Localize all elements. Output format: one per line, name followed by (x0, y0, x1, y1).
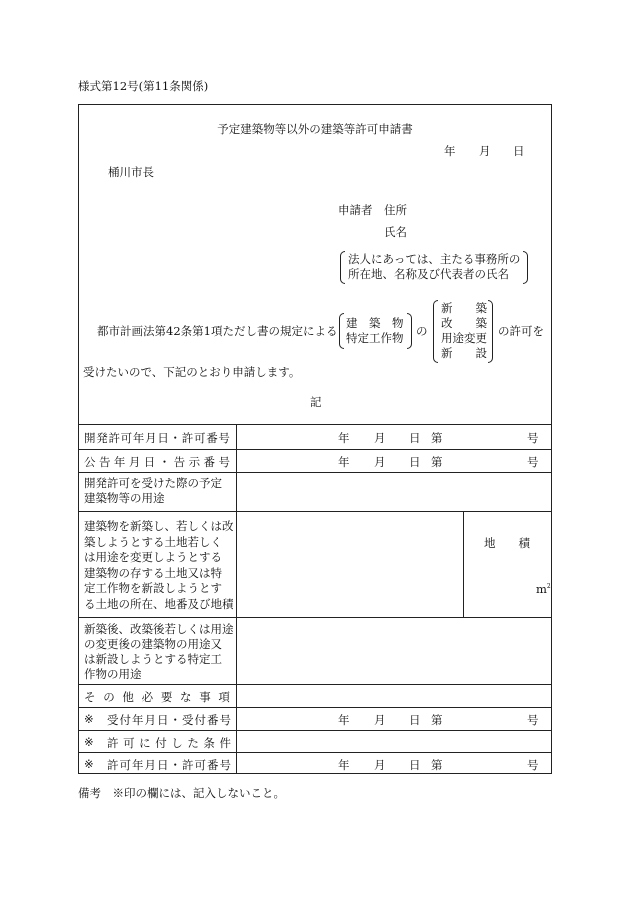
asterisk-mark: ※ (84, 712, 94, 726)
body-line2: 受けたいので、下記のとおり申請します。 (83, 365, 301, 379)
label-char: 号 (218, 431, 230, 445)
asterisk-mark: ※ (84, 735, 94, 749)
bracket-left (340, 251, 345, 284)
label-char: 年 (132, 713, 144, 727)
value-year: 年 (338, 713, 350, 727)
applicant-label: 申請者 (338, 203, 373, 217)
label-char: 付 (194, 713, 206, 727)
label-char: 要 (160, 690, 173, 704)
value-day: 日 (409, 713, 421, 727)
label-char: ・ (169, 713, 181, 727)
label-char: 開 (84, 431, 96, 445)
label-char: 公 (84, 455, 96, 469)
label-char: の (103, 690, 115, 704)
asterisk-mark: ※ (84, 757, 94, 771)
value-go: 号 (527, 713, 539, 727)
ki-mark: 記 (310, 395, 322, 409)
date-month: 月 (479, 144, 491, 158)
label-char: 許 (107, 758, 119, 772)
label-char: 許 (108, 431, 120, 445)
value-go: 号 (527, 455, 539, 469)
value-go: 号 (527, 758, 539, 772)
label-char: ・ (169, 431, 182, 445)
body-suffix: の許可を (498, 324, 544, 338)
label-char: 受 (107, 713, 119, 727)
label-char: 番 (206, 431, 218, 445)
bracket-right (488, 300, 493, 363)
label-char: 月 (145, 431, 157, 445)
label-char: 告 (173, 455, 186, 469)
label-char: た (187, 736, 199, 750)
rule (78, 730, 552, 731)
label-char: 示 (188, 455, 201, 469)
rule (78, 707, 552, 708)
label-char: 許 (182, 758, 194, 772)
addressee: 桶川市長 (108, 165, 154, 179)
label-char: 日 (157, 713, 169, 727)
label-char: し (171, 736, 183, 750)
area-unit: $m^2$ (536, 582, 551, 596)
label-char: 項 (218, 690, 230, 704)
address-label: 住所 (384, 203, 407, 217)
label-char: 件 (219, 736, 231, 750)
label-char: 条 (203, 736, 215, 750)
rule (78, 617, 552, 618)
date-year: 年 (444, 144, 456, 158)
value-month: 月 (374, 713, 386, 727)
area-divider (463, 511, 464, 617)
label-char: ・ (169, 758, 181, 772)
label-char: 月 (144, 758, 156, 772)
value-dai: 第 (431, 455, 443, 469)
row-label: 開発許可を受けた際の予定 建築物等の用途 (84, 476, 222, 505)
row-label (84, 430, 230, 446)
label-char: 年 (132, 758, 144, 772)
bracket-right (407, 313, 412, 349)
rule (78, 424, 552, 425)
body-prefix: 都市計画法第42条第1項ただし書の規定による (97, 324, 338, 338)
area-label: 地 積 (484, 536, 530, 550)
row-label: 建築物を新築し、若しくは改 築しようとする土地若しく は用途を変更しようとする 建築物の存する土地又は特 定工作物を新設しようとす る土地の所在、地番及び地積 (84, 519, 234, 611)
label-char: 可 (193, 431, 206, 445)
row-label (84, 454, 230, 470)
date-day: 日 (513, 144, 525, 158)
label-char: 告 (98, 455, 111, 469)
value-year: 年 (338, 455, 350, 469)
label-char: そ (84, 690, 96, 704)
label-char: 日 (143, 455, 156, 469)
label-char: 年 (113, 455, 126, 469)
value-day: 日 (409, 758, 421, 772)
label-char: に (139, 736, 151, 750)
name-label: 氏名 (384, 225, 407, 239)
label-char: 可 (123, 736, 135, 750)
row-label (107, 757, 231, 773)
label-char: 受 (182, 713, 194, 727)
rule (78, 684, 552, 685)
label-char: 号 (219, 713, 231, 727)
row-label (107, 735, 231, 751)
bracket-left (433, 300, 438, 363)
column-divider (236, 424, 237, 774)
label-char: 番 (203, 455, 215, 469)
rule (78, 449, 552, 450)
value-day: 日 (409, 455, 421, 469)
label-char: 日 (157, 758, 169, 772)
body-particle: の (416, 324, 428, 338)
form-number: 様式第12号(第11条関係) (78, 79, 209, 93)
value-dai: 第 (431, 713, 443, 727)
value-go: 号 (527, 431, 539, 445)
label-char: 可 (120, 431, 133, 445)
label-char: 年 (132, 431, 145, 445)
label-char: 必 (141, 690, 154, 704)
value-dai: 第 (431, 431, 443, 445)
value-year: 年 (338, 758, 350, 772)
value-year: 年 (338, 431, 350, 445)
row-label: 新築後、改築後若しくは用途 の変更後の建築物の用途又 は新設しようとする特定工 作物の用途 (84, 622, 234, 681)
rule (78, 511, 552, 512)
label-char: 月 (128, 455, 141, 469)
label-char: ・ (158, 455, 171, 469)
bracket-left (339, 313, 344, 349)
corp-note: 法人にあっては、主たる事務所の 所在地、名称及び代表者の氏名 (348, 252, 521, 281)
label-char: 号 (218, 455, 230, 469)
label-char: 付 (119, 713, 131, 727)
label-char: 番 (207, 713, 219, 727)
label-char: 日 (157, 431, 169, 445)
remarks: 備考 ※印の欄には、記入しないこと。 (78, 786, 285, 800)
value-dai: 第 (431, 758, 443, 772)
value-month: 月 (374, 431, 386, 445)
bracket-right (523, 251, 528, 284)
label-char: 号 (219, 758, 231, 772)
label-char: 可 (194, 758, 206, 772)
label-char: 他 (122, 690, 134, 704)
form-title: 予定建築物等以外の建築等許可申請書 (217, 122, 413, 136)
label-char: な (180, 690, 192, 704)
label-char: 付 (155, 736, 167, 750)
row-label (107, 712, 231, 728)
value-day: 日 (409, 431, 421, 445)
rule (78, 752, 552, 753)
label-char: 許 (181, 431, 194, 445)
rule (78, 472, 552, 473)
option-b: 新 築 改 築 用途変更 新 設 (441, 301, 487, 360)
value-month: 月 (374, 455, 386, 469)
label-char: 許 (107, 736, 119, 750)
label-char: 月 (144, 713, 156, 727)
value-month: 月 (374, 758, 386, 772)
label-char: 可 (119, 758, 131, 772)
label-char: 番 (207, 758, 219, 772)
option-a: 建 築 物 特定工作物 (346, 316, 404, 345)
label-char: 発 (96, 431, 108, 445)
label-char: 事 (199, 690, 211, 704)
row-label (84, 689, 230, 705)
